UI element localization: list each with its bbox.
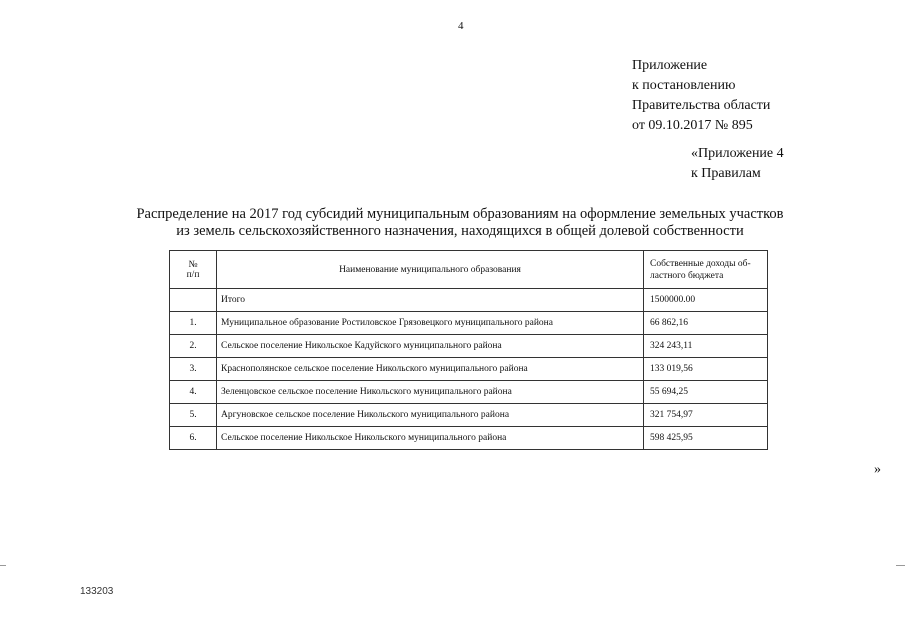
header-number [170,251,217,289]
row-name: Зеленцовское сельское поселение Никольского муниципального района [217,381,644,404]
attachment-line: Приложение [632,58,708,73]
row-name: Сельское поселение Никольское Никольского муниципального района [217,427,644,450]
table-total-row [170,289,768,312]
attachment-line: к постановлению [632,78,736,93]
appendix-line: «Приложение 4 [691,146,784,161]
closing-quote: » [874,462,881,477]
scan-edge-mark-left [0,565,6,566]
distribution-table [169,250,768,450]
header-number-line-1: № [188,259,198,270]
title-line-2: из земель сельскохозяйственного назначения, находящихся в общей долевой собственности [176,223,744,239]
row-name: Аргуновское сельское поселение Никольского муниципального района [217,404,644,427]
page-number: 4 [458,20,464,32]
table-row [170,312,768,335]
row-number: 1. [170,312,217,335]
header-name: Наименование муниципального образования [217,251,644,289]
title-line-1: Распределение на 2017 год субсидий муниципальным образованиям на оформление земельных участков [136,206,784,222]
table-row [170,381,768,404]
row-name: Сельское поселение Никольское Кадуйского муниципального района [217,335,644,358]
footer-code: 133203 [80,586,114,597]
row-value: 598 425,95 [644,427,768,450]
header-number-line-2: п/п [186,269,200,280]
attachment-line: Правительства области [632,98,771,113]
row-number: 5. [170,404,217,427]
table-row [170,427,768,450]
appendix-line: к Правилам [691,166,761,181]
table-header-row [170,251,768,289]
table-row [170,358,768,381]
row-value: 55 694,25 [644,381,768,404]
header-income [644,251,768,289]
total-value: 1500000.00 [644,289,768,312]
row-value: 133 019,56 [644,358,768,381]
row-value: 321 754,97 [644,404,768,427]
row-number: 4. [170,381,217,404]
row-value: 66 862,16 [644,312,768,335]
table-row [170,404,768,427]
attachment-header [632,56,770,136]
header-income-line-1: Собственные доходы об- [650,258,751,269]
row-number: 2. [170,335,217,358]
appendix-header [691,144,784,184]
table-row [170,335,768,358]
header-income-line-2: ластного бюджета [650,270,724,281]
row-number: 6. [170,427,217,450]
row-number: 3. [170,358,217,381]
total-number-cell [170,289,217,312]
attachment-line: от 09.10.2017 № 895 [632,118,753,133]
row-value: 324 243,11 [644,335,768,358]
scan-edge-mark-right [896,565,905,566]
total-label: Итого [217,289,644,312]
row-name: Краснополянское сельское поселение Никольского муниципального района [217,358,644,381]
document-title [110,206,810,240]
row-name: Муниципальное образование Ростиловское Грязовецкого муниципального района [217,312,644,335]
